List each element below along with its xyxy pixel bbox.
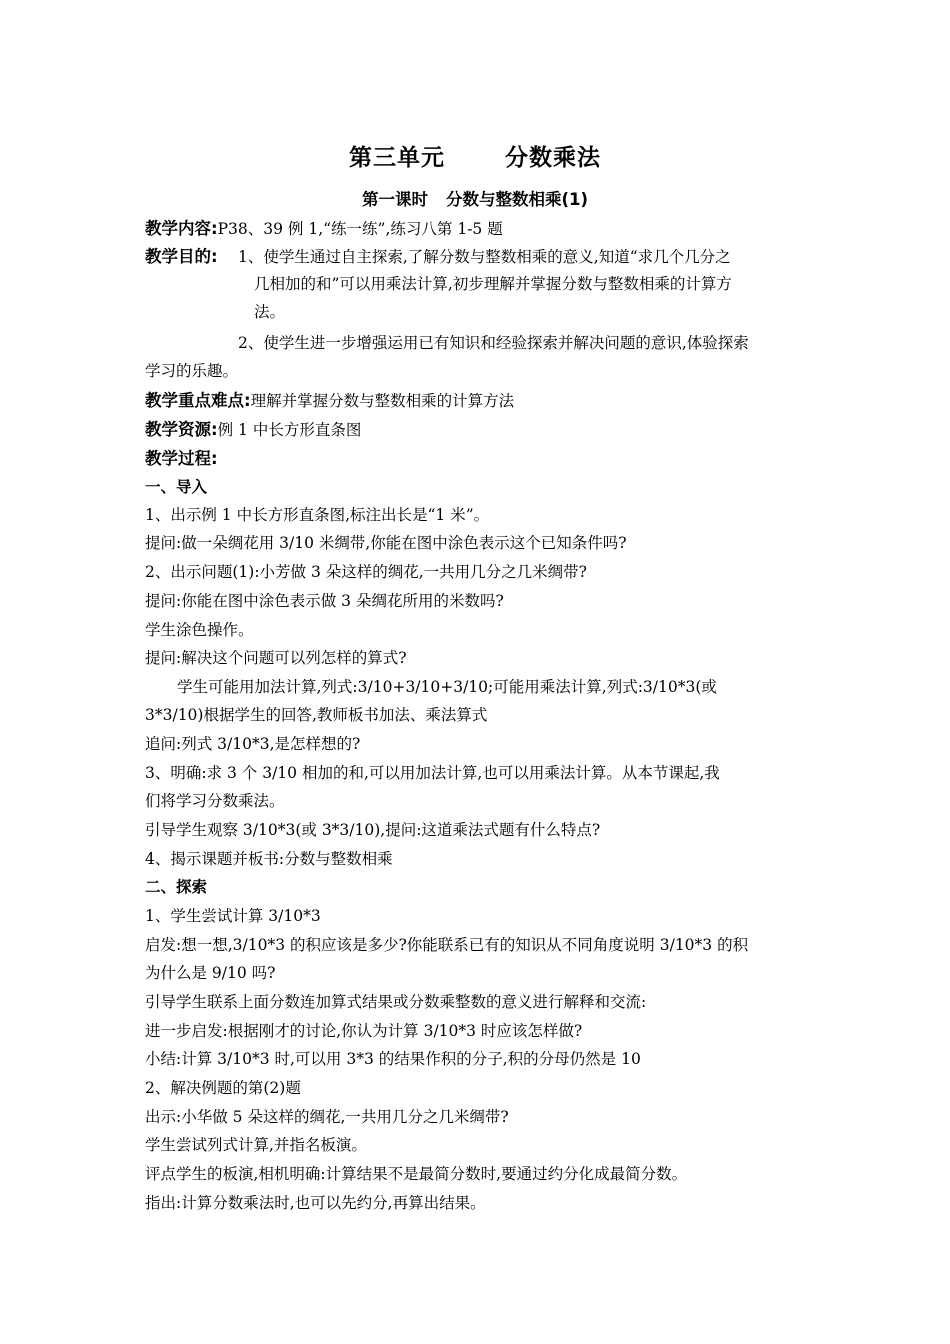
section-1-line: 3*3/10)根据学生的回答,教师板书加法、乘法算式 [145,706,488,724]
process-label: 教学过程: [145,449,218,468]
section-2-line: 进一步启发:根据刚才的讨论,你认为计算 3/10*3 时应该怎样做? [145,1022,583,1040]
unit-number: 第三单元 [349,145,445,171]
section-2-line: 2、解决例题的第(2)题 [145,1079,301,1097]
key-points [145,391,514,411]
section-1-line: 追问:列式 3/10*3,是怎样想的? [145,735,361,753]
key-points-text: 理解并掌握分数与整数相乘的计算方法 [250,392,515,410]
section-2-line: 指出:计算分数乘法时,也可以先约分,再算出结果。 [145,1194,486,1212]
section-2-heading: 二、探索 [145,878,208,896]
section-2-line: 为什么是 9/10 吗? [145,964,276,982]
section-2-line: 引导学生联系上面分数连加算式结果或分数乘整数的意义进行解释和交流: [145,993,647,1011]
teaching-content-label: 教学内容: [145,219,218,238]
objective-2-line-2: 学习的乐趣。 [145,362,239,380]
section-2-line: 出示:小华做 5 朵这样的绸花,一共用几分之几米绸带? [145,1108,509,1126]
objective-1-line-1: 1、使学生通过自主探索,了解分数与整数相乘的意义,知道“求几个几分之 [238,248,731,266]
section-1-line: 学生可能用加法计算,列式:3/10+3/10+3/10;可能用乘法计算,列式:3/10*3(或 [177,678,717,696]
teaching-content [145,219,503,239]
unit-title [0,143,950,173]
section-1-heading: 一、导入 [145,478,208,496]
section-1-line: 1、出示例 1 中长方形直条图,标注出长是“1 米”。 [145,506,490,524]
section-1-line: 4、揭示课题并板书:分数与整数相乘 [145,850,393,868]
section-2-line: 启发:想一想,3/10*3 的积应该是多少?你能联系已有的知识从不同角度说明 3/10*3 的积 [145,936,749,954]
resources-label: 教学资源: [145,420,218,439]
lesson-topic: 分数与整数相乘(1) [445,190,589,209]
section-1-line: 3、明确:求 3 个 3/10 相加的和,可以用加法计算,也可以用乘法计算。从本节课起,我 [145,764,720,782]
section-2-line: 学生尝试列式计算,并指名板演。 [145,1136,367,1154]
resources [145,420,361,440]
unit-topic: 分数乘法 [505,145,601,171]
section-2-line: 1、学生尝试计算 3/10*3 [145,907,321,925]
section-1-line: 提问:你能在图中涂色表示做 3 朵绸花所用的米数吗? [145,592,504,610]
section-1-line: 们将学习分数乘法。 [145,792,285,810]
objectives-label: 教学目的: [145,247,218,266]
objective-1-line-3: 法。 [254,303,286,321]
lesson-number: 第一课时 [361,190,428,209]
objective-1-line-2: 几相加的和”可以用乘法计算,初步理解并掌握分数与整数相乘的计算方 [254,275,732,293]
section-2-line: 小结:计算 3/10*3 时,可以用 3*3 的结果作积的分子,积的分母仍然是 10 [145,1050,641,1068]
section-1-line: 2、出示问题(1):小芳做 3 朵这样的绸花,一共用几分之几米绸带? [145,563,587,581]
section-1-line: 引导学生观察 3/10*3(或 3*3/10),提问:这道乘法式题有什么特点? [145,821,601,839]
teaching-content-text: P38、39 例 1,“练一练”,练习八第 1-5 题 [217,220,503,238]
section-1-line: 提问:解决这个问题可以列怎样的算式? [145,649,407,667]
lesson-subtitle [0,190,950,210]
key-points-label: 教学重点难点: [145,391,251,410]
section-1-line: 学生涂色操作。 [145,621,254,639]
section-1-line: 提问:做一朵绸花用 3/10 米绸带,你能在图中涂色表示这个已知条件吗? [145,534,627,552]
objective-2-line-1: 2、使学生进一步增强运用已有知识和经验探索并解决问题的意识,体验探索 [238,334,749,352]
section-2-line: 评点学生的板演,相机明确:计算结果不是最简分数时,要通过约分化成最简分数。 [145,1165,688,1183]
resources-text: 例 1 中长方形直条图 [217,421,362,439]
